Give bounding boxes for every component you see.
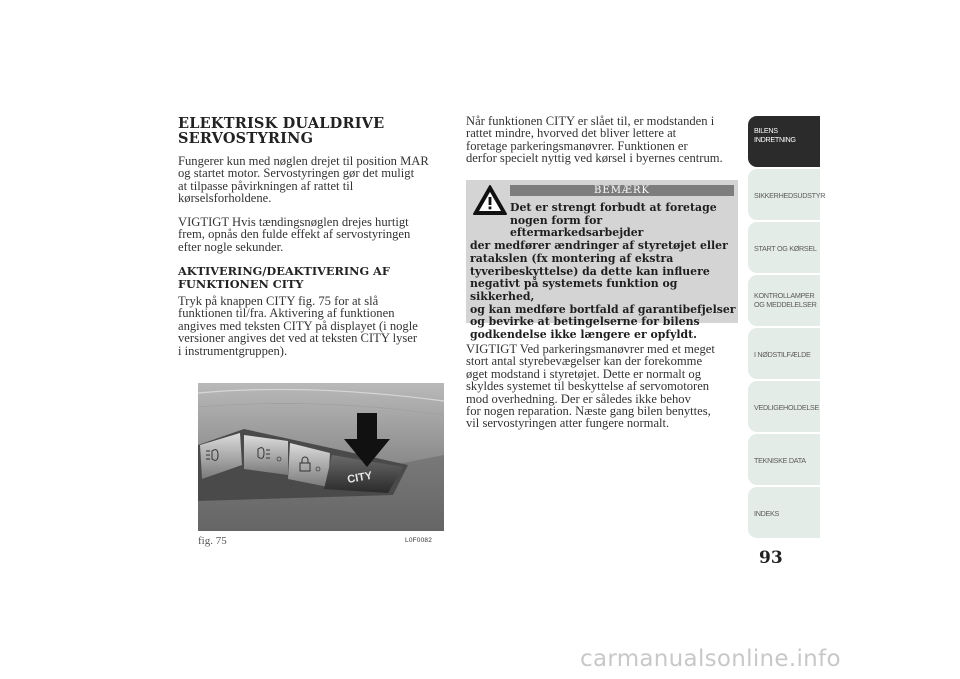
tab-vedligeholdelse[interactable] [748, 381, 820, 432]
tab-label: START OG KØRSEL [754, 244, 817, 253]
tab-indeks[interactable] [748, 487, 820, 538]
tab-kontrollamper[interactable] [748, 275, 820, 326]
parking-important-paragraph: VIGTIGT Ved parkeringsmanøvrer med et meget stort antal styrebevægelser kan der forekomme øget modstand i styretøjet. Dette er normalt og skyldes systemet til beskyttelse af servomotoren mod overhedning. Der er således ikke behov for nogen reparation. Næste gang bilen benyttes, vil servostyringen atter fungere normalt. [466, 342, 715, 431]
intro-paragraph: Fungerer kun med nøglen drejet til position MAR og startet motor. Servostyringen gør det muligt at tilpasse påvirkningen af rattet til kørselsforholdene. [178, 154, 429, 206]
note-header: BEMÆRK [510, 185, 734, 196]
tab-i-nodstilfaelde[interactable] [748, 328, 820, 379]
figure-code: L0F0082 [405, 537, 433, 544]
tab-bilens-indretning[interactable] [748, 116, 820, 167]
tab-label: TEKNISKE DATA [754, 456, 806, 465]
tab-label: SIKKERHEDSUDSTYR [754, 191, 826, 200]
note-text [470, 202, 736, 342]
tab-label: INDEKS [754, 509, 779, 518]
subsection-heading: AKTIVERING/DEAKTIVERING AF FUNKTIONEN CITY [178, 264, 390, 291]
rear-fog-button [244, 435, 288, 475]
city-button-figure [198, 383, 444, 531]
warning-note-box [466, 180, 738, 342]
watermark: carmanualsonline.info [580, 646, 841, 672]
section-title: ELEKTRISK DUALDRIVE SERVOSTYRING [178, 115, 385, 147]
tab-tekniske-data[interactable] [748, 434, 820, 485]
tab-sikkerhedsudstyr[interactable] [748, 169, 826, 220]
city-description-paragraph: Når funktionen CITY er slået til, er modstanden i rattet mindre, hvorved det bliver lettere at foretage parkeringsmanøvrer. Funktionen er derfor specielt nyttig ved kørsel i byernes centrum. [466, 114, 723, 166]
tab-label: I NØDSTILFÆLDE [754, 350, 811, 359]
tab-label: BILENS INDRETNING [754, 126, 796, 144]
page-number: 93 [759, 548, 783, 568]
note-text-first-lines: Det er strengt forbudt at foretage nogen form for eftermarkedsarbejder [510, 201, 717, 240]
important-paragraph: VIGTIGT Hvis tændingsnøglen drejes hurtigt frem, opnås den fulde effekt af servostyringen efter nogle sekunder. [178, 215, 411, 254]
tab-start-og-korsel[interactable] [748, 222, 820, 273]
city-button-label: CITY [346, 469, 374, 486]
tab-label: VEDLIGEHOLDELSE [754, 403, 820, 412]
dashboard-illustration [198, 383, 444, 531]
tab-label: KONTROLLAMPER OG MEDDELELSER [754, 291, 817, 309]
note-text-rest: der medfører ændringer af styretøjet eller ratakslen (fx montering af ekstra tyveribeskyttelse) da dette kan influere negativt på systemets funktion og sikkerhed, og kan medføre bortfald af garantibefjelser og bevirke at betingelserne for bilens godkendelse ikke længere er opfyldt. [470, 239, 736, 342]
city-instructions-paragraph: Tryk på knappen CITY fig. 75 for at slå funktionen til/fra. Aktivering af funktionen angives med teksten CITY på displayet (i nogle versioner angives det ved at teksten CITY lyser i instrumentgruppen). [178, 294, 418, 358]
figure-caption: fig. 75 [198, 535, 227, 547]
